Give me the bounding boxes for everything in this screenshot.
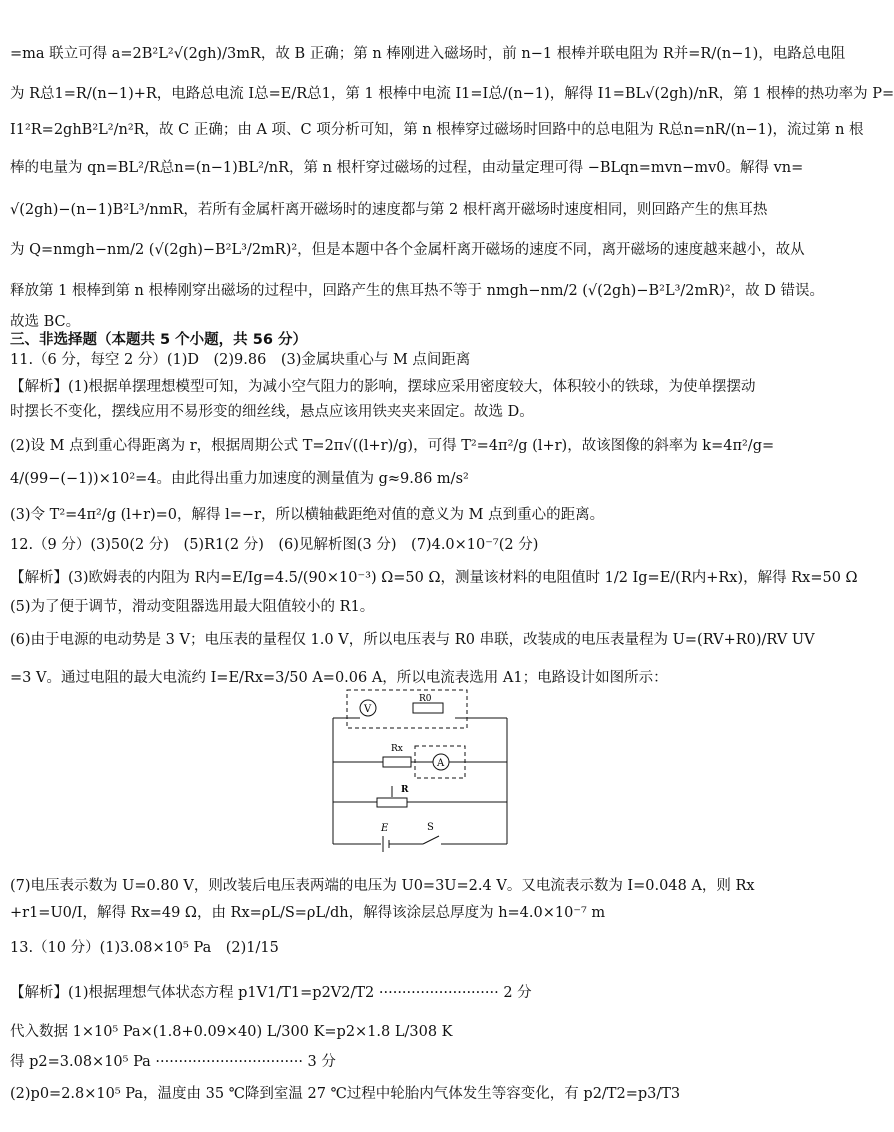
- q13-analysis-1: 【解析】(1)根据理想气体状态方程 p1V1/T1=p2V2/T2 ·························· 2 分: [10, 985, 532, 1001]
- text-line-3: I1²R=2ghB²L²/n²R，故 C 正确；由 A 项、C 项分析可知，第 n 根棒穿过磁场时回路中的总电阻为 R总n=nR/(n−1)，流过第 n 根: [10, 122, 864, 138]
- s-label: S: [427, 822, 434, 833]
- q11-analysis-1: 【解析】(1)根据单摆理想模型可知，为减小空气阻力的影响，摆球应采用密度较大，体积较小的铁球，为使单摆摆动: [10, 379, 756, 395]
- text-line-1: =ma 联立可得 a=2B²L²√(2gh)/3mR，故 B 正确；第 n 棒刚进入磁场时，前 n−1 根棒并联电阻为 R并=R/(n−1)，电路总电阻: [10, 46, 846, 62]
- q13-analysis-4: (2)p0=2.8×10⁵ Pa，温度由 35 ℃降到室温 27 ℃过程中轮胎内气体发生等容变化，有 p2/T2=p3/T3: [10, 1086, 681, 1102]
- q13-answer: 13.（10 分）(1)3.08×10⁵ Pa (2)1/15: [10, 940, 279, 956]
- q13-analysis-2: 代入数据 1×10⁵ Pa×(1.8+0.09×40) L/300 K=p2×1.8 L/308 K: [10, 1024, 453, 1040]
- switch: [423, 836, 439, 844]
- rx-label: Rx: [391, 744, 403, 754]
- e-label: E: [381, 823, 389, 834]
- resistor-r0: [413, 703, 443, 713]
- q11-answer: 11.（6 分，每空 2 分）(1)D (2)9.86 (3)金属块重心与 M 点间距离: [10, 352, 471, 368]
- q11-analysis-5: (3)令 T²=4π²/g (l+r)=0，解得 l=−r，所以横轴截距绝对值的意义为 M 点到重心的距离。: [10, 507, 605, 523]
- q11-analysis-2: 时摆长不变化，摆线应用不易形变的细丝线，悬点应该用铁夹夹来固定。故选 D。: [10, 404, 534, 420]
- section-heading: 三、非选择题（本题共 5 个小题，共 56 分）: [10, 332, 307, 348]
- q12-analysis-2: (5)为了便于调节，滑动变阻器选用最大阻值较小的 R1。: [10, 599, 375, 615]
- circuit-diagram: [315, 688, 515, 864]
- q12-analysis-3: (6)由于电源的电动势是 3 V；电压表的量程仅 1.0 V，所以电压表与 R0 串联，改装成的电压表量程为 U=(RV+R0)/RV UV: [10, 632, 815, 648]
- text-line-8: 故选 BC。: [10, 314, 81, 330]
- voltmeter-label: V: [364, 704, 372, 715]
- text-line-2: 为 R总1=R/(n−1)+R，电路总电流 I总=E/R总1，第 1 根棒中电流 I1=I总/(n−1)，解得 I1=BL√(2gh)/nR，第 1 根棒的热功率为 P=: [10, 86, 894, 102]
- text-line-5: √(2gh)−(n−1)B²L³/nmR，若所有金属杆离开磁场时的速度都与第 2 根杆离开磁场时速度相同，则回路产生的焦耳热: [10, 202, 768, 218]
- r-label: R: [401, 785, 409, 795]
- q13-analysis-3: 得 p2=3.08×10⁵ Pa ································ 3 分: [10, 1054, 336, 1070]
- text-line-6: 为 Q=nmgh−nm/2 (√(2gh)−B²L³/2mR)²，但是本题中各个金属杆离开磁场的速度不同，离开磁场的速度越来越小，故从: [10, 242, 805, 258]
- q12-analysis-1: 【解析】(3)欧姆表的内阻为 R内=E/Ig=4.5/(90×10⁻³) Ω=50 Ω，测量该材料的电阻值时 1/2 Ig=E/(R内+Rx)，解得 Rx=50 Ω: [10, 570, 858, 586]
- text-line-4: 棒的电量为 qn=BL²/R总n=(n−1)BL²/nR，第 n 根杆穿过磁场的过程，由动量定理可得 −BLqn=mvn−mv0。解得 vn=: [10, 160, 804, 176]
- q11-analysis-4: 4/(99−(−1))×10²=4。由此得出重力加速度的测量值为 g≈9.86 m/s²: [10, 471, 469, 487]
- ammeter-label: A: [437, 758, 445, 769]
- rheostat-r: [377, 798, 407, 807]
- r0-label: R0: [419, 694, 432, 704]
- resistor-rx: [383, 757, 411, 767]
- q12-answer: 12.（9 分）(3)50(2 分) (5)R1(2 分) (6)见解析图(3 分) (7)4.0×10⁻⁷(2 分): [10, 537, 539, 553]
- q12-analysis-6: +r1=U0/I，解得 Rx=49 Ω，由 Rx=ρL/S=ρL/dh，解得该涂层总厚度为 h=4.0×10⁻⁷ m: [10, 905, 606, 921]
- text-line-7: 释放第 1 根棒到第 n 根棒刚穿出磁场的过程中，回路产生的焦耳热不等于 nmgh−nm/2 (√(2gh)−B²L³/2mR)²，故 D 错误。: [10, 283, 824, 299]
- q11-analysis-3: (2)设 M 点到重心得距离为 r，根据周期公式 T=2π√((l+r)/g)，可得 T²=4π²/g (l+r)，故该图像的斜率为 k=4π²/g=: [10, 438, 775, 454]
- q12-analysis-5: (7)电压表示数为 U=0.80 V，则改装后电压表两端的电压为 U0=3U=2.4 V。又电流表示数为 I=0.048 A，则 Rx: [10, 878, 755, 894]
- q12-analysis-4: =3 V。通过电阻的最大电流约 I=E/Rx=3/50 A=0.06 A，所以电流表选用 A1；电路设计如图所示：: [10, 670, 668, 686]
